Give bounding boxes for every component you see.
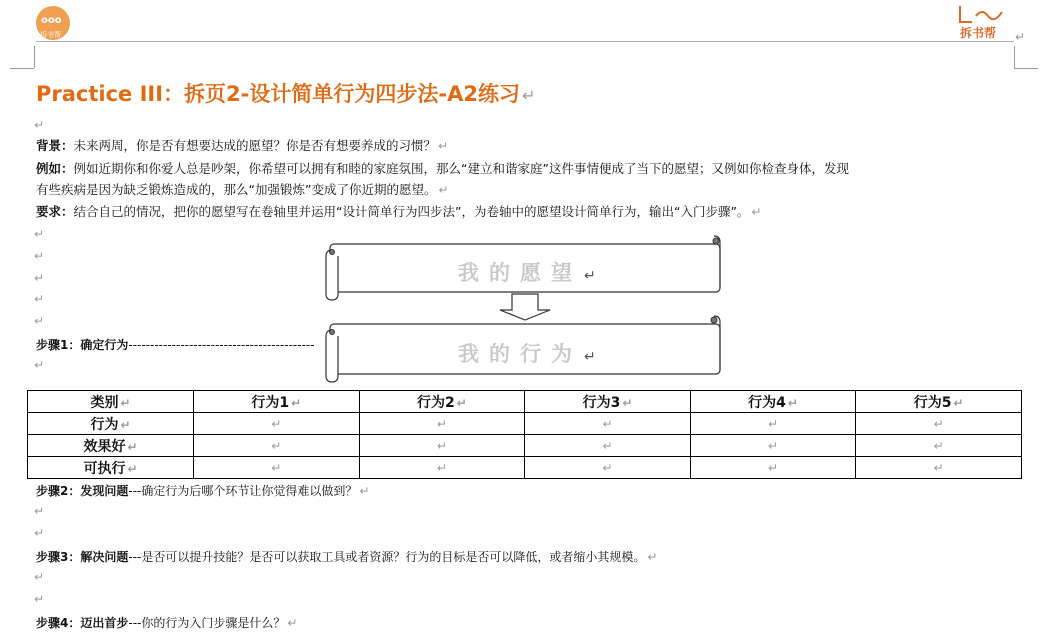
table-cell[interactable]: ↵ [194, 457, 360, 479]
table-cell[interactable]: ↵ [359, 457, 525, 479]
header-text: 行为5 [913, 394, 952, 411]
requirement-text: 结合自己的情况，把你的愿望写在卷轴里并运用“设计简单行为四步法”，为卷轴中的愿望设计简单行为，输出“入门步骤”。 [73, 204, 750, 219]
paragraph-mark: ↵ [438, 183, 449, 197]
paragraph-mark: ↵ [787, 395, 798, 410]
step3-paragraph [36, 548, 657, 566]
step4-label: 步骤4：迈出首步 [36, 616, 129, 630]
paragraph-mark: ↵ [34, 271, 45, 285]
paragraph-mark: ↵ [120, 417, 131, 432]
page-title [36, 78, 535, 108]
crop-mark [1014, 46, 1015, 68]
paragraph-mark: ↵ [34, 570, 45, 584]
paragraph-mark: ↵ [359, 484, 370, 498]
wish-scroll-text: 我的愿望 [458, 260, 582, 285]
table-cell[interactable]: ↵ [359, 413, 525, 435]
table-cell[interactable]: ↵ [856, 435, 1022, 457]
example-paragraph-line2 [36, 181, 449, 199]
step2-paragraph [36, 482, 369, 500]
table-cell[interactable]: ↵ [690, 413, 856, 435]
paragraph-mark: ↵ [34, 227, 45, 241]
header-paragraph-mark: ↵ [1015, 30, 1026, 44]
header-rule [36, 41, 1014, 42]
wish-scroll-label [458, 257, 596, 287]
paragraph-mark: ↵ [34, 526, 45, 540]
example-paragraph [36, 160, 849, 178]
behavior-scroll-text: 我的行为 [458, 341, 582, 366]
row-label: 可执行 [83, 460, 126, 477]
table-row [28, 413, 1022, 435]
step1-label: 步骤1：确定行为 [36, 338, 129, 352]
example-text-line1: 例如近期你和你爱人总是吵架，你希望可以拥有和睦的家庭氛围，那么“建立和谐家庭”这件事情便成了当下的愿望；又例如你检查身体，发现 [73, 161, 849, 176]
step2-text: ---确定行为后哪个环节让你觉得难以做到？ [128, 484, 358, 498]
paragraph-mark: ↵ [34, 249, 45, 263]
row-label-cell [28, 435, 194, 457]
table-cell[interactable]: ↵ [856, 413, 1022, 435]
step1-dashes: ------------------------------------------- [128, 338, 315, 352]
crop-mark [34, 46, 35, 68]
header-text: 类别 [90, 394, 119, 411]
row-label: 行为 [90, 416, 119, 433]
paragraph-mark: ↵ [120, 395, 131, 410]
paragraph-mark: ↵ [584, 349, 596, 365]
table-cell[interactable]: ↵ [690, 435, 856, 457]
paragraph-mark: ↵ [751, 205, 762, 219]
left-logo-text: ooo [41, 15, 62, 26]
step3-label: 步骤3：解决问题 [36, 550, 129, 564]
paragraph-mark: ↵ [584, 268, 596, 284]
crop-mark [1014, 68, 1038, 69]
paragraph-mark: ↵ [34, 314, 45, 328]
row-label-cell [28, 413, 194, 435]
table-cell[interactable]: ↵ [525, 435, 691, 457]
requirement-paragraph [36, 203, 761, 221]
paragraph-mark: ↵ [34, 592, 45, 606]
row-label: 效果好 [83, 438, 126, 455]
behavior-scroll-label [458, 338, 596, 368]
page-title-text: Practice III：拆页2-设计简单行为四步法-A2练习 [36, 82, 520, 106]
paragraph-mark: ↵ [287, 616, 298, 630]
left-logo-caption: 拆书帮 [40, 31, 61, 39]
paragraph-mark: ↵ [127, 439, 138, 454]
table-cell[interactable]: ↵ [525, 413, 691, 435]
down-arrow-icon [500, 294, 550, 320]
table-cell[interactable]: ↵ [525, 457, 691, 479]
header-text: 行为3 [582, 394, 621, 411]
header-text: 行为4 [748, 394, 786, 411]
table-cell[interactable]: ↵ [359, 435, 525, 457]
paragraph-mark: ↵ [647, 550, 658, 564]
table-cell[interactable]: ↵ [194, 435, 360, 457]
table-header-cell [359, 391, 525, 413]
right-logo-text: 拆书帮 [960, 26, 997, 40]
paragraph-mark: ↵ [521, 86, 536, 105]
background-text: 未来两周，你是否有想要达成的愿望？你是否有想要养成的习惯？ [73, 138, 437, 153]
table-row [28, 435, 1022, 457]
requirement-label: 要求： [36, 204, 74, 219]
table-header-cell [525, 391, 691, 413]
table-row [28, 457, 1022, 479]
table-header-cell [690, 391, 856, 413]
table-header-cell [194, 391, 360, 413]
table-cell[interactable]: ↵ [690, 457, 856, 479]
paragraph-mark: ↵ [953, 395, 964, 410]
step1-paragraph [36, 336, 315, 354]
table-cell[interactable]: ↵ [856, 457, 1022, 479]
step4-text: ---你的行为入门步骤是什么？ [128, 616, 286, 630]
paragraph-mark: ↵ [456, 395, 467, 410]
background-label: 背景： [36, 138, 74, 153]
paragraph-mark: ↵ [127, 461, 138, 476]
table-header-row [28, 391, 1022, 413]
table-header-cell [28, 391, 194, 413]
example-text-line2: 有些疾病是因为缺乏锻炼造成的，那么“加强锻炼”变成了你近期的愿望。 [36, 182, 437, 197]
paragraph-mark: ↵ [291, 395, 302, 410]
header-text: 行为1 [251, 394, 290, 411]
paragraph-mark: ↵ [34, 292, 45, 306]
step4-paragraph [36, 614, 297, 632]
background-paragraph [36, 137, 448, 155]
table-cell[interactable]: ↵ [194, 413, 360, 435]
crop-mark [10, 68, 34, 69]
paragraph-mark: ↵ [34, 358, 45, 372]
header-text: 行为2 [416, 394, 455, 411]
right-logo [958, 4, 1008, 40]
row-label-cell [28, 457, 194, 479]
step2-label: 步骤2：发现问题 [36, 484, 129, 498]
paragraph-mark: ↵ [34, 118, 45, 132]
example-label: 例如： [36, 161, 74, 176]
behavior-table [27, 390, 1022, 479]
paragraph-mark: ↵ [622, 395, 633, 410]
step3-text: ---是否可以提升技能？是否可以获取工具或者资源？行为的目标是否可以降低，或者缩小其规模。 [128, 550, 646, 564]
paragraph-mark: ↵ [438, 139, 449, 153]
paragraph-mark: ↵ [34, 504, 45, 518]
table-header-cell [856, 391, 1022, 413]
